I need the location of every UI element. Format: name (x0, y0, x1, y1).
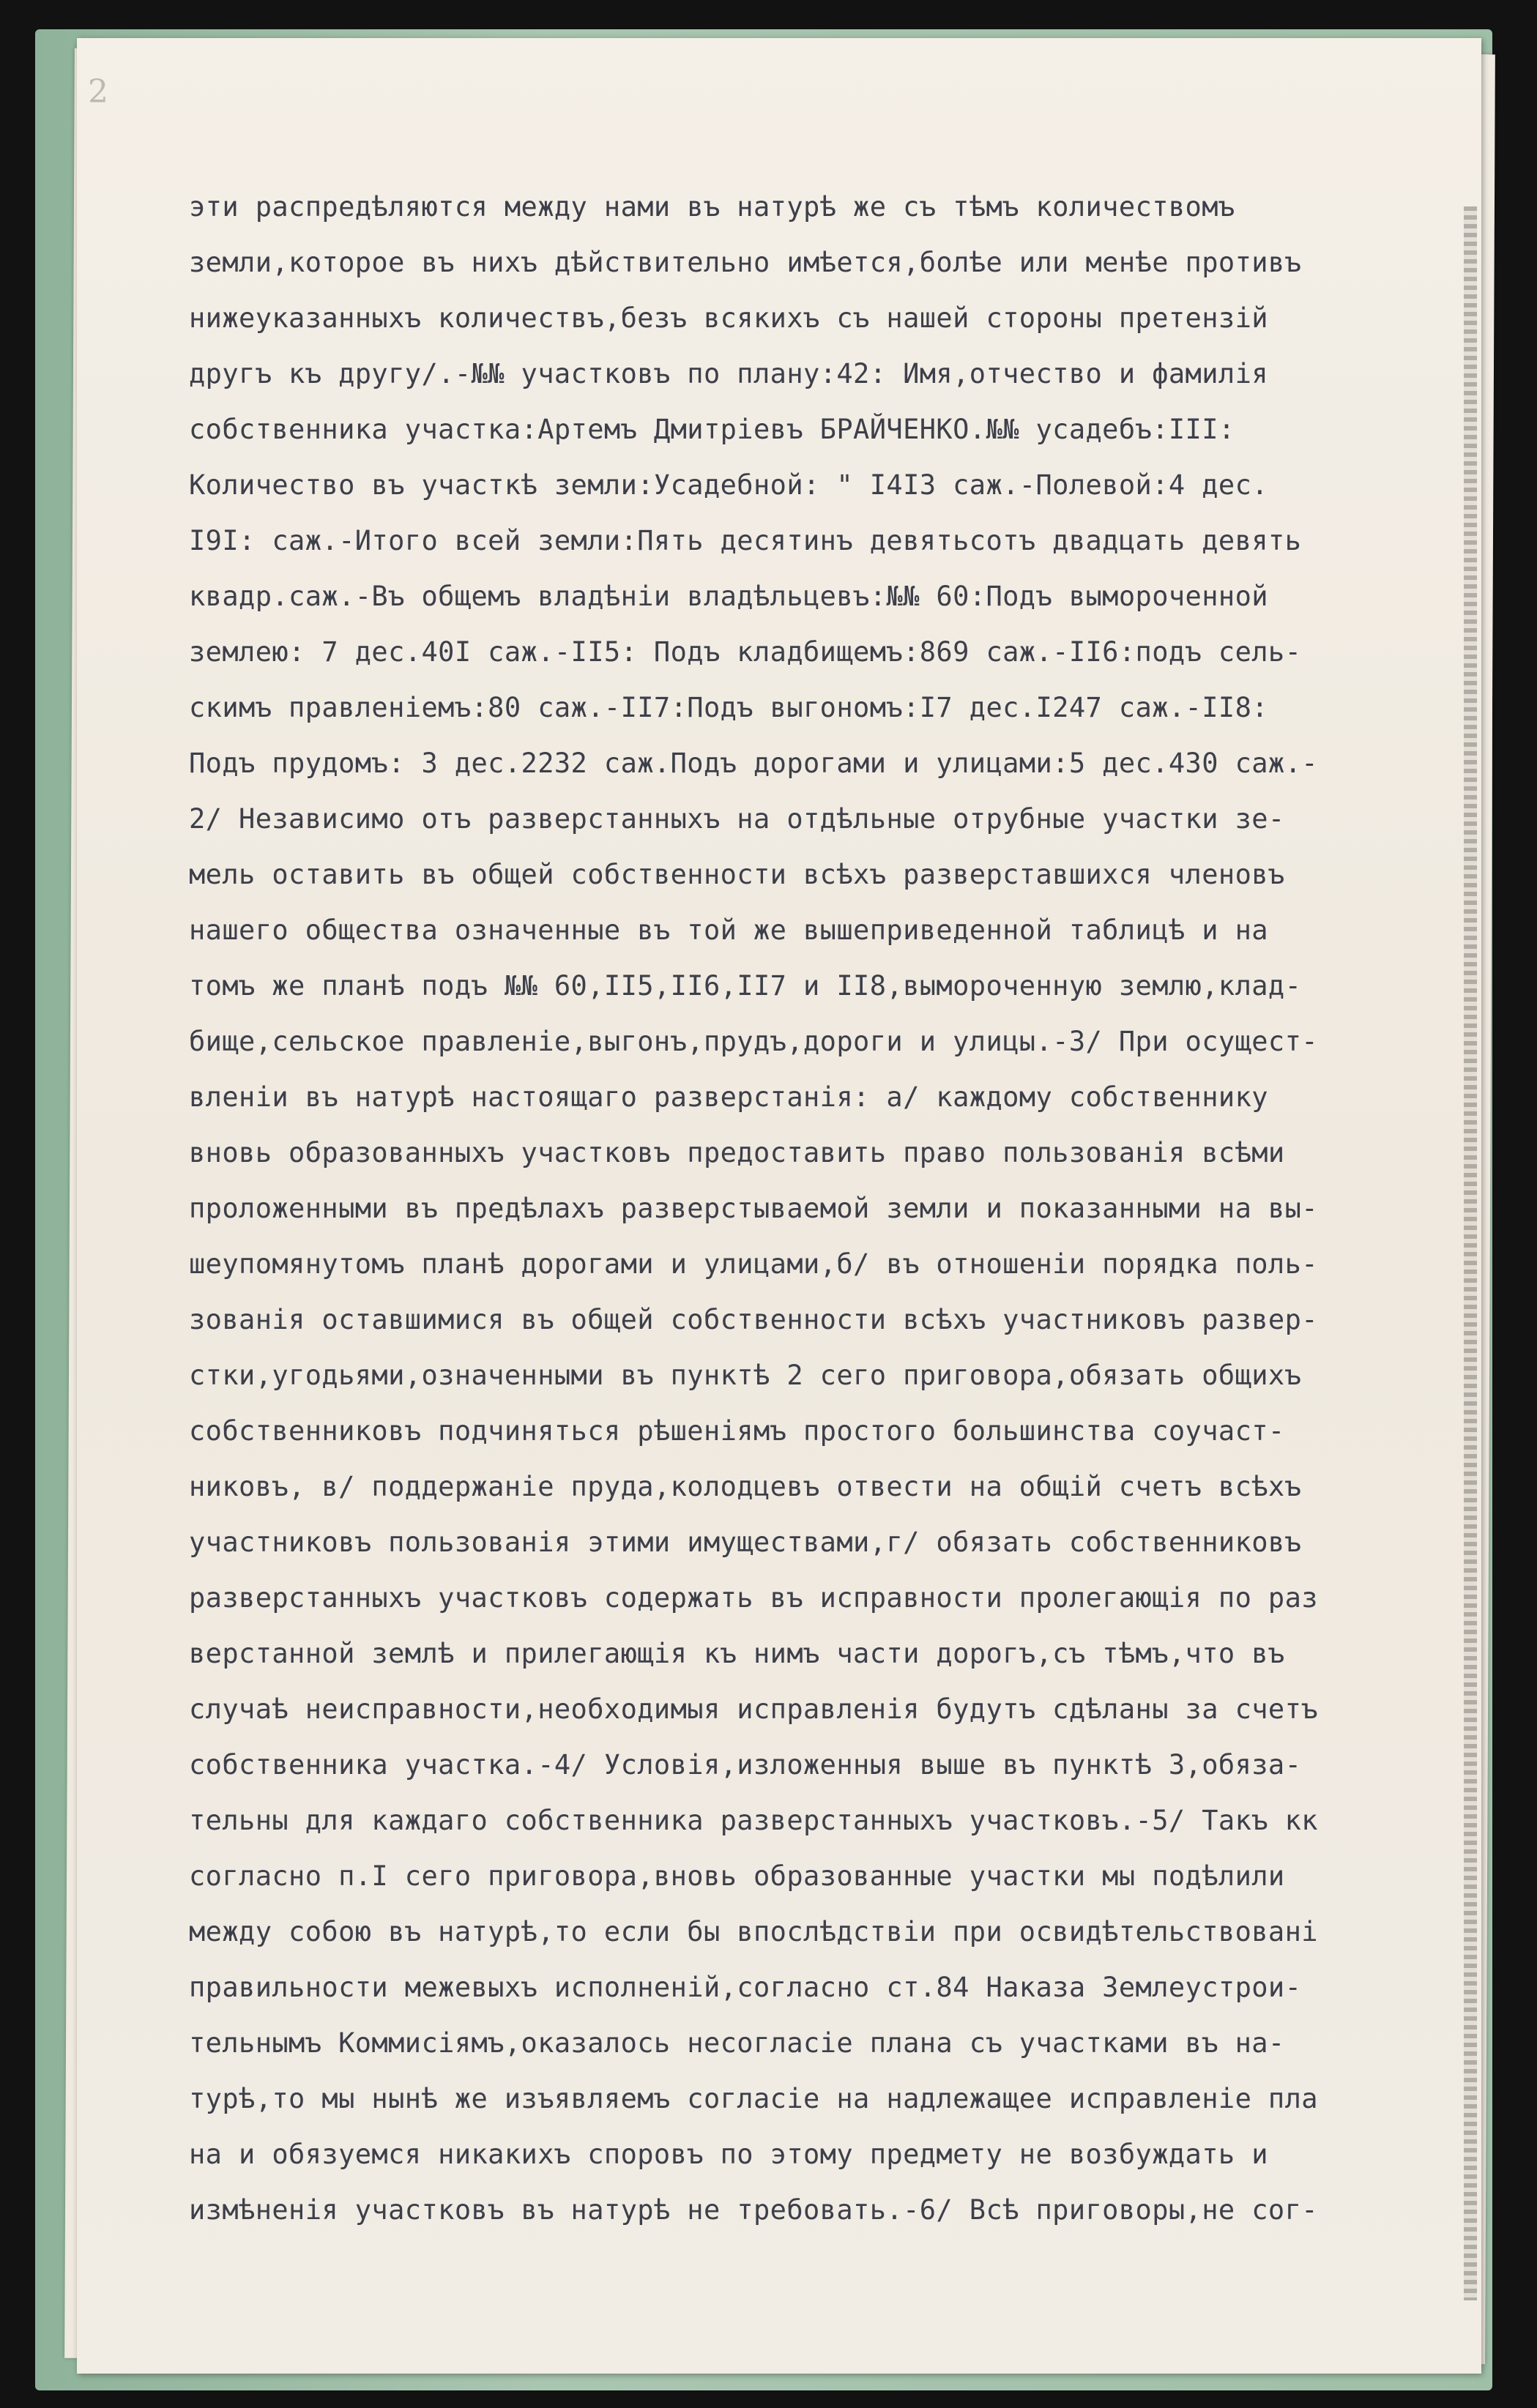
text-line: правильности межевыхъ исполненій,согласно ст.84 Наказа Землеустрои- (189, 1972, 1302, 2003)
text-line: нижеуказанныхъ количествъ,безъ всякихъ съ нашей стороны претензій (189, 302, 1268, 334)
text-line: 2/ Независимо отъ разверстанныхъ на отдѣльные отрубные участки зе- (189, 803, 1285, 835)
text-line: согласно п.I сего приговора,вновь образованные участки мы подѣлили (189, 1860, 1285, 1892)
text-line: скимъ правленіемъ:80 саж.-II7:Подъ выгономъ:I7 дес.I247 саж.-II8: (189, 692, 1268, 723)
text-line: турѣ,то мы нынѣ же изъявляемъ согласіе на надлежащее исправленіе пла (189, 2083, 1318, 2114)
text-line: земли,которое въ нихъ дѣйствительно имѣется,болѣе или менѣе противъ (189, 247, 1302, 278)
text-line: разверстанныхъ участковъ содержать въ исправности пролегающія по раз (189, 1582, 1318, 1614)
text-line: квадр.саж.-Въ общемъ владѣніи владѣльцевъ:№№ 60:Подъ вымороченной (189, 581, 1268, 612)
text-line: собственника участка.-4/ Условія,изложенныя выше въ пунктѣ 3,обяза- (189, 1749, 1302, 1781)
text-line: зованія оставшимися въ общей собственности всѣхъ участниковъ развер- (189, 1304, 1318, 1335)
page-number-mark: 2 (88, 73, 108, 111)
text-line: на и обязуемся никакихъ споровъ по этому предмету не возбуждать и (189, 2139, 1268, 2170)
text-line: эти распредѣляются между нами въ натурѣ же съ тѣмъ количествомъ (189, 191, 1235, 223)
text-line: собственника участка:Артемъ Дмитріевъ БРАЙЧЕНКО.№№ усадебъ:III: (189, 414, 1235, 445)
typed-text-block (189, 179, 1478, 2238)
text-line: случаѣ неисправности,необходимыя исправленія будутъ сдѣланы за счетъ (189, 1693, 1318, 1725)
text-line: бище,сельское правленіе,выгонъ,прудъ,дороги и улицы.-3/ При осущест- (189, 1026, 1318, 1057)
text-line: проложенными въ предѣлахъ разверстываемой земли и показанными на вы- (189, 1193, 1318, 1224)
text-line: вленіи въ натурѣ настоящаго разверстанія: а/ каждому собственнику (189, 1081, 1268, 1113)
text-line: верстанной землѣ и прилегающія къ нимъ части дорогъ,съ тѣмъ,что въ (189, 1638, 1285, 1669)
text-line: между собою въ натурѣ,то если бы впослѣдствіи при освидѣтельствовані (189, 1916, 1318, 1947)
text-line: томъ же планѣ подъ №№ 60,II5,II6,II7 и II8,вымороченную землю,клад- (189, 970, 1302, 1002)
text-line: тельнымъ Коммисіямъ,оказалось несогласіе плана съ участками въ на- (189, 2027, 1285, 2059)
text-line: I9I: саж.-Итого всей земли:Пять десятинъ девятьсотъ двадцать девять (189, 525, 1302, 556)
text-line: мель оставить въ общей собственности всѣхъ разверставшихся членовъ (189, 859, 1285, 890)
text-line: никовъ, в/ поддержаніе пруда,колодцевъ отвести на общій счетъ всѣхъ (189, 1471, 1302, 1502)
text-line: другъ къ другу/.-№№ участковъ по плану:42: Имя,отчество и фамилія (189, 358, 1268, 389)
text-line: вновь образованныхъ участковъ предоставить право пользованія всѣми (189, 1137, 1285, 1168)
text-line: измѣненія участковъ въ натурѣ не требовать.-6/ Всѣ приговоры,не сог- (189, 2194, 1318, 2226)
text-line: собственниковъ подчиняться рѣшеніямъ простого большинства соучаст- (189, 1415, 1285, 1447)
text-line: стки,угодьями,означенными въ пунктѣ 2 сего приговора,обязать общихъ (189, 1360, 1302, 1391)
text-line: Подъ прудомъ: 3 дес.2232 саж.Подъ дорогами и улицами:5 дес.430 саж.- (189, 748, 1318, 779)
text-line: участниковъ пользованія этими имуществами,г/ обязать собственниковъ (189, 1527, 1302, 1558)
text-line: нашего общества означенные въ той же вышеприведенной таблицѣ и на (189, 914, 1268, 946)
text-line: шеупомянутомъ планѣ дорогами и улицами,б/ въ отношеніи порядка поль- (189, 1248, 1318, 1280)
text-line: землею: 7 дес.40I саж.-II5: Подъ кладбищемъ:869 саж.-II6:подъ сель- (189, 636, 1302, 668)
text-line: Количество въ участкѣ земли:Усадебной: " I4I3 саж.-Полевой:4 дес. (189, 469, 1268, 501)
text-line: тельны для каждаго собственника разверстанныхъ участковъ.-5/ Такъ кк (189, 1805, 1318, 1836)
